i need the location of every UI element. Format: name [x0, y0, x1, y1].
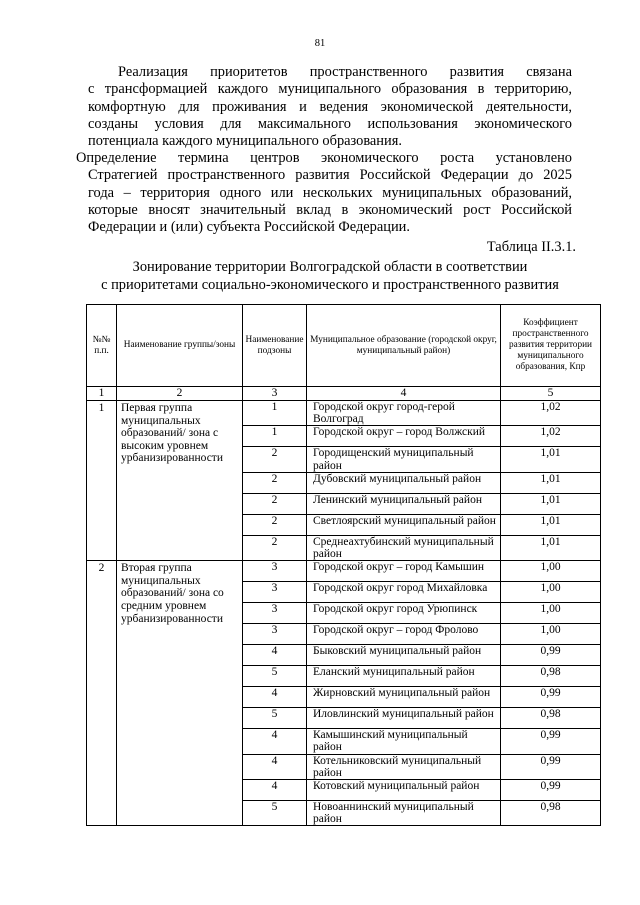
subzone-cell: 1 [243, 401, 307, 426]
group-name: Первая группа муниципальных образований/ зона с высоким уровнем урбанизированности [117, 401, 243, 561]
table-label: Таблица II.3.1. [486, 239, 576, 255]
coefficient-cell: 1,01 [501, 493, 601, 514]
coefficient-cell: 1,01 [501, 535, 601, 560]
header-number: №№ п.п. [87, 305, 117, 387]
paragraph-line: года – территория одного или нескольких муниципальных образований, [88, 184, 572, 201]
municipality-cell: Новоаннинский муниципальный район [307, 801, 501, 826]
table-header-row [87, 305, 601, 387]
municipality-cell: Камышинский муниципальный район [307, 729, 501, 754]
subzone-cell: 2 [243, 535, 307, 560]
municipality-cell: Светлоярский муниципальный район [307, 514, 501, 535]
zoning-table [86, 304, 601, 826]
paragraph-line: комфортную для проживания и ведения экономической деятельности, [88, 98, 572, 115]
subzone-cell: 3 [243, 561, 307, 582]
header-municipality: Муниципальное образование (городской округ, муниципальный район) [307, 305, 501, 387]
coefficient-cell: 0,99 [501, 687, 601, 708]
municipality-cell: Городской округ город Урюпинск [307, 603, 501, 624]
subzone-cell: 4 [243, 645, 307, 666]
coefficient-cell: 0,99 [501, 729, 601, 754]
column-number: 1 [87, 387, 117, 401]
coefficient-cell: 1,01 [501, 514, 601, 535]
municipality-cell: Городской округ – город Волжский [307, 426, 501, 447]
group-number: 1 [87, 401, 117, 561]
coefficient-cell: 0,99 [501, 754, 601, 779]
subzone-cell: 4 [243, 754, 307, 779]
municipality-cell: Котовский муниципальный район [307, 780, 501, 801]
coefficient-cell: 1,00 [501, 582, 601, 603]
coefficient-cell: 1,02 [501, 426, 601, 447]
paragraph-line: Стратегией пространственного развития Российской Федерации до 2025 [88, 167, 572, 184]
paragraph-line: Федерации и (или) субъекта Российской Федерации. [88, 219, 410, 236]
paragraph-priorities [88, 64, 572, 150]
header-subzone: Наименование подзоны [243, 305, 307, 387]
coefficient-cell: 0,98 [501, 801, 601, 826]
municipality-cell: Еланский муниципальный район [307, 666, 501, 687]
subzone-cell: 5 [243, 708, 307, 729]
table-title [60, 258, 600, 294]
municipality-cell: Среднеахтубинский муниципальный район [307, 535, 501, 560]
subzone-cell: 3 [243, 624, 307, 645]
group-number: 2 [87, 561, 117, 826]
coefficient-cell: 1,01 [501, 447, 601, 472]
subzone-cell: 5 [243, 801, 307, 826]
subzone-cell: 5 [243, 666, 307, 687]
table-title-line: с приоритетами социально-экономического и пространственного развития [101, 277, 559, 293]
coefficient-cell: 1,00 [501, 561, 601, 582]
subzone-cell: 3 [243, 603, 307, 624]
municipality-cell: Городской округ город-герой Волгоград [307, 401, 501, 426]
group-name: Вторая группа муниципальных образований/ зона со средним уровнем урбанизированности [117, 561, 243, 826]
municipality-cell: Быковский муниципальный район [307, 645, 501, 666]
municipality-cell: Жирновский муниципальный район [307, 687, 501, 708]
coefficient-cell: 1,01 [501, 472, 601, 493]
municipality-cell: Городищенский муниципальный район [307, 447, 501, 472]
municipality-cell: Котельниковский муниципальный район [307, 754, 501, 779]
paragraph-definition [76, 150, 572, 236]
table-title-line: Зонирование территории Волгоградской области в соответствии [132, 259, 528, 275]
municipality-cell: Городской округ город Михайловка [307, 582, 501, 603]
coefficient-cell: 1,00 [501, 603, 601, 624]
paragraph-line: Реализация приоритетов пространственного развития связана [118, 64, 572, 80]
column-number: 5 [501, 387, 601, 401]
subzone-cell: 2 [243, 447, 307, 472]
paragraph-line: с трансформацией каждого муниципального образования в территорию, [88, 81, 572, 98]
subzone-cell: 3 [243, 582, 307, 603]
subzone-cell: 2 [243, 472, 307, 493]
coefficient-cell: 0,99 [501, 780, 601, 801]
table-row [87, 401, 601, 426]
coefficient-cell: 1,00 [501, 624, 601, 645]
coefficient-cell: 0,99 [501, 645, 601, 666]
column-number: 2 [117, 387, 243, 401]
municipality-cell: Дубовский муниципальный район [307, 472, 501, 493]
subzone-cell: 4 [243, 780, 307, 801]
coefficient-cell: 0,98 [501, 708, 601, 729]
column-number-row [87, 387, 601, 401]
subzone-cell: 4 [243, 687, 307, 708]
header-group: Наименование группы/зоны [117, 305, 243, 387]
paragraph-line: потенциала каждого муниципального образования. [88, 133, 402, 150]
municipality-cell: Ленинский муниципальный район [307, 493, 501, 514]
column-number: 4 [307, 387, 501, 401]
municipality-cell: Городской округ – город Камышин [307, 561, 501, 582]
subzone-cell: 1 [243, 426, 307, 447]
subzone-cell: 2 [243, 514, 307, 535]
header-coefficient: Коэффициент пространственного развития территории муниципального образования, Кпр [501, 305, 601, 387]
municipality-cell: Городской округ – город Фролово [307, 624, 501, 645]
table-row [87, 561, 601, 582]
paragraph-line: Определение термина центров экономического роста установлено [76, 150, 572, 166]
subzone-cell: 4 [243, 729, 307, 754]
paragraph-line: которые вносят значительный вклад в экономический рост Российской [88, 201, 572, 218]
paragraph-line: созданы условия для максимального использования экономического [88, 115, 572, 132]
page-number: 81 [314, 38, 326, 49]
subzone-cell: 2 [243, 493, 307, 514]
coefficient-cell: 1,02 [501, 401, 601, 426]
municipality-cell: Иловлинский муниципальный район [307, 708, 501, 729]
column-number: 3 [243, 387, 307, 401]
coefficient-cell: 0,98 [501, 666, 601, 687]
